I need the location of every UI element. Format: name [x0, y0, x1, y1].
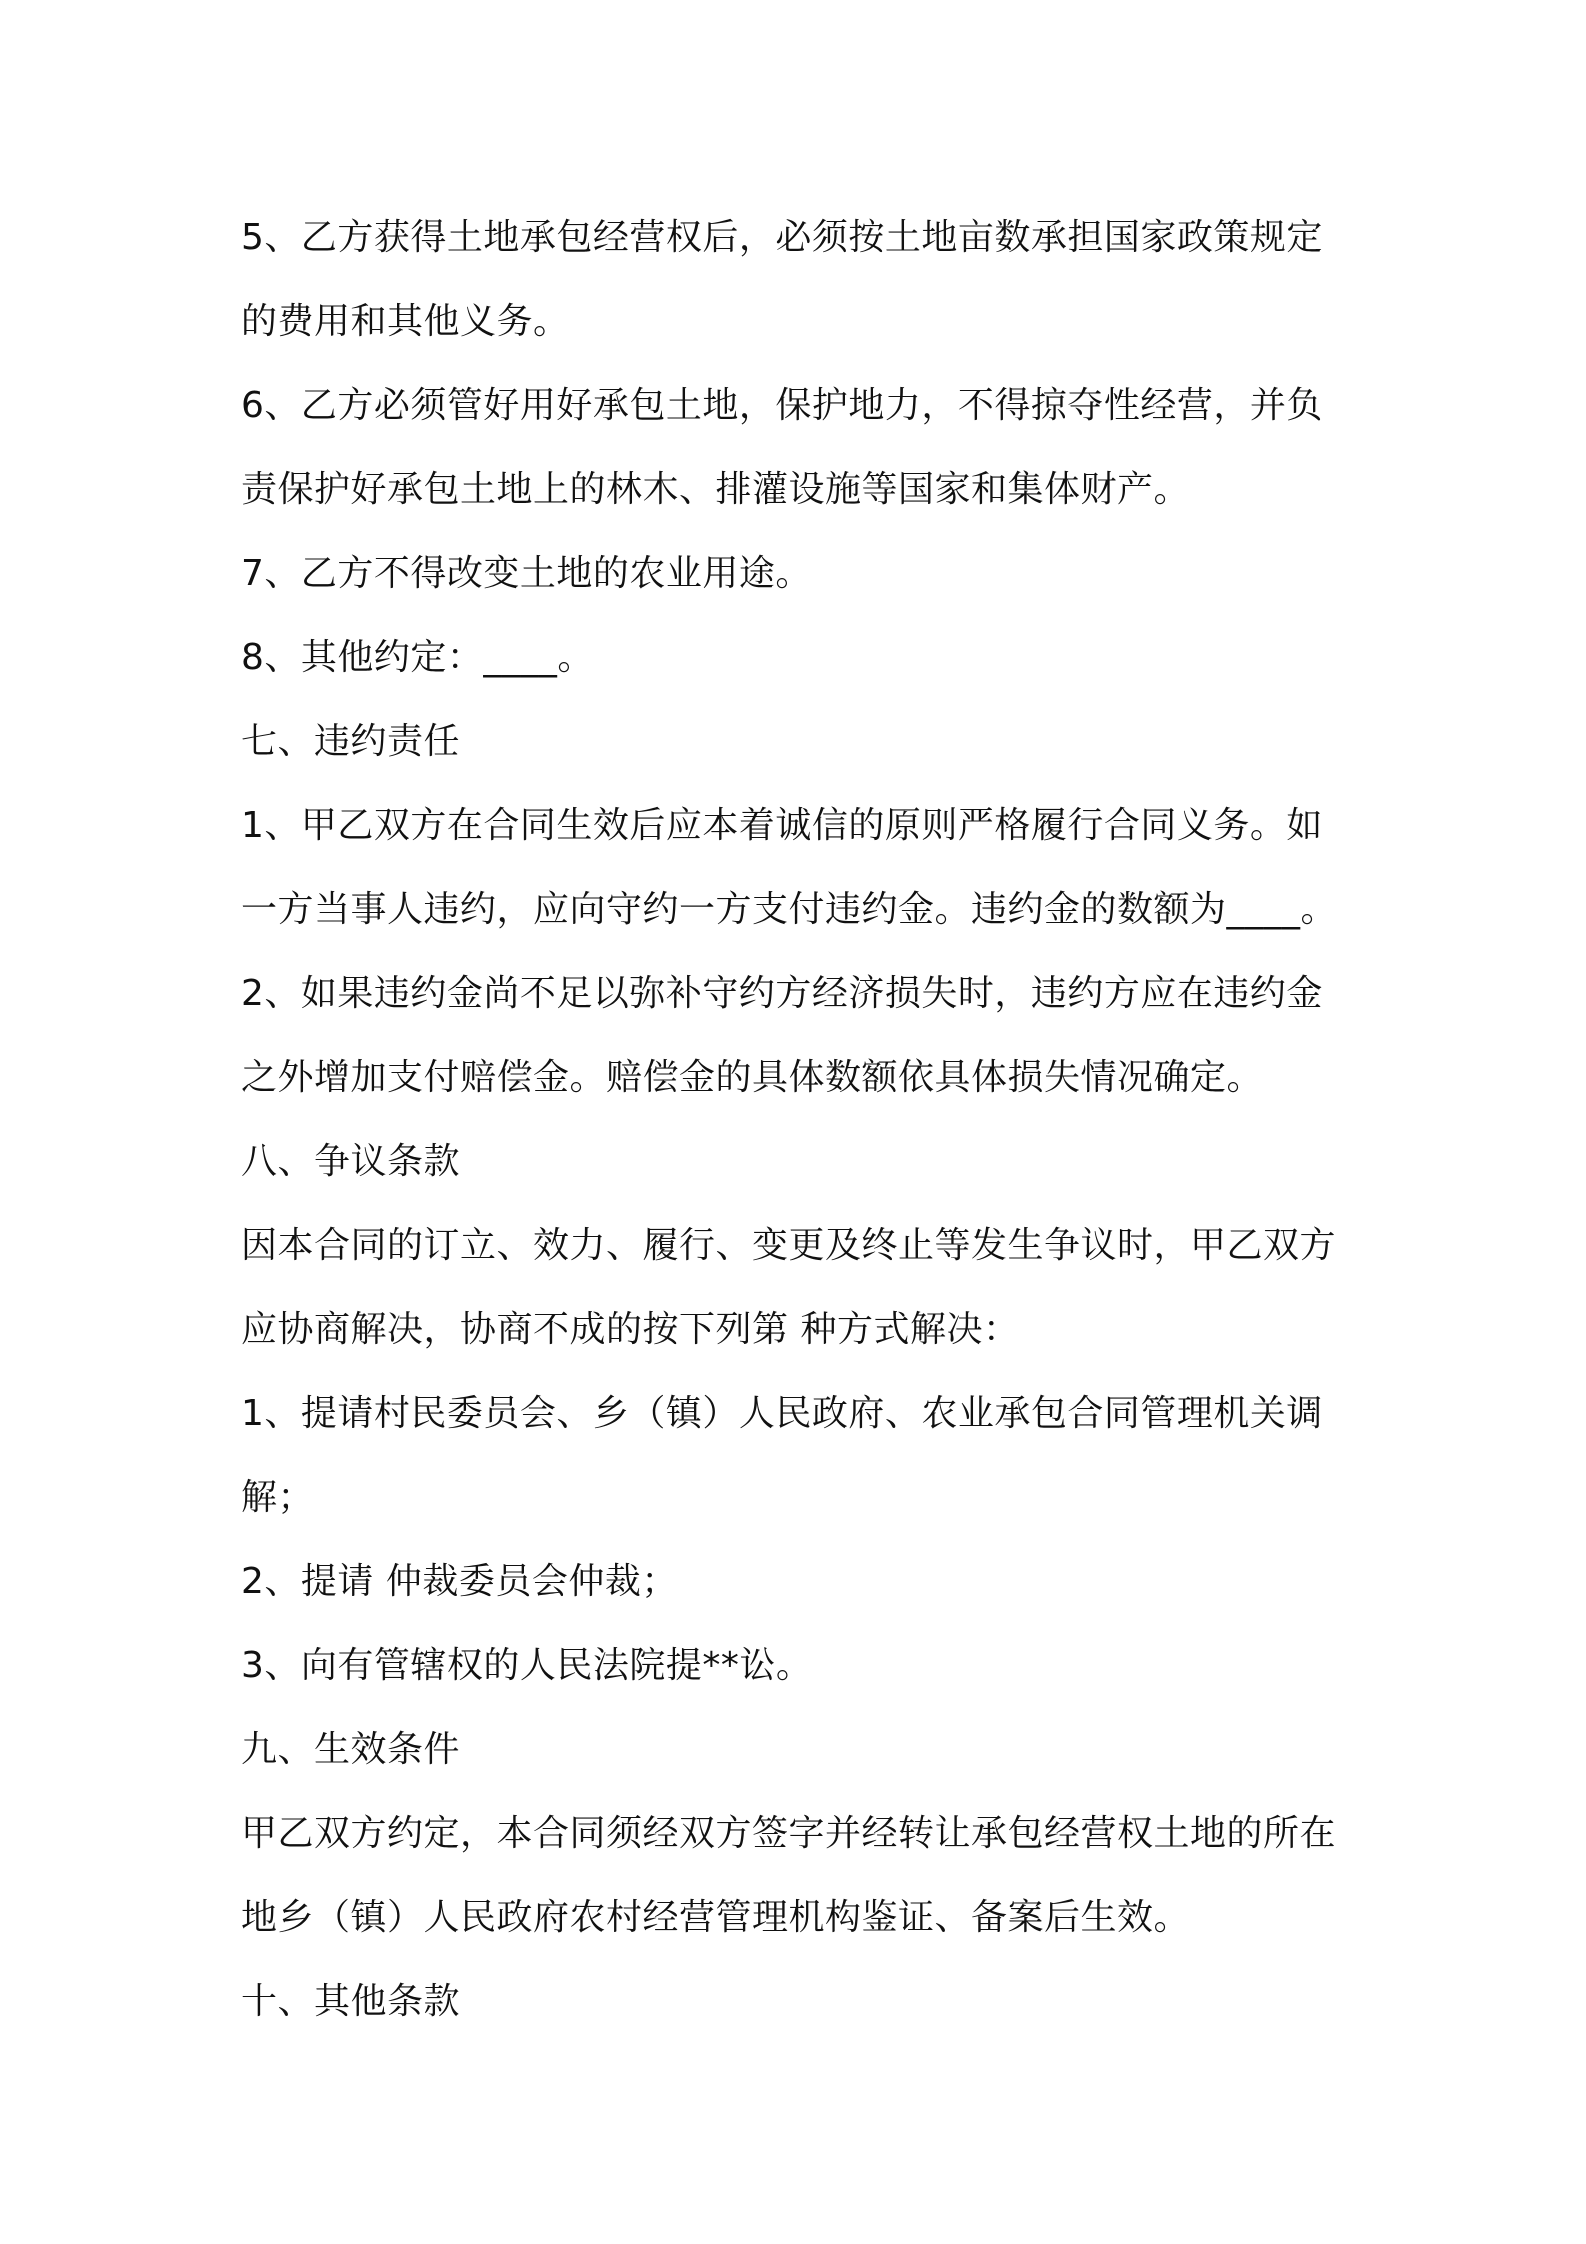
text-line: 5、乙方获得土地承包经营权后，必须按土地亩数承担国家政策规定: [241, 217, 1323, 258]
section-heading: 七、违约责任: [241, 721, 461, 762]
section-heading: 八、争议条款: [241, 1141, 461, 1182]
text-line: 责保护好承包土地上的林木、排灌设施等国家和集体财产。: [241, 469, 1191, 510]
text-line: 8、其他约定：____。: [241, 637, 594, 678]
text-line: 1、提请村民委员会、乡（镇）人民政府、农业承包合同管理机关调: [241, 1393, 1323, 1434]
text-line: 甲乙双方约定，本合同须经双方签字并经转让承包经营权土地的所在: [241, 1813, 1337, 1854]
text-line: 2、提请 仲裁委员会仲裁；: [241, 1561, 678, 1602]
text-line: 3、向有管辖权的人民法院提**讼。: [241, 1645, 813, 1686]
text-line: 因本合同的订立、效力、履行、变更及终止等发生争议时，甲乙双方: [241, 1225, 1337, 1266]
text-line: 之外增加支付赔偿金。赔偿金的具体数额依具体损失情况确定。: [241, 1057, 1264, 1098]
text-line: 7、乙方不得改变土地的农业用途。: [241, 553, 812, 594]
text-line: 2、如果违约金尚不足以弥补守约方经济损失时，违约方应在违约金: [241, 973, 1323, 1014]
document-page: [241, 196, 1361, 2044]
text-line: 解；: [241, 1477, 315, 1518]
text-line: 的费用和其他义务。: [241, 301, 570, 342]
section-heading: 十、其他条款: [241, 1981, 461, 2022]
text-line: 1、甲乙双方在合同生效后应本着诚信的原则严格履行合同义务。如: [241, 805, 1323, 846]
text-line: 6、乙方必须管好用好承包土地，保护地力，不得掠夺性经营，并负: [241, 385, 1323, 426]
text-line: 地乡（镇）人民政府农村经营管理机构鉴证、备案后生效。: [241, 1897, 1191, 1938]
section-heading: 九、生效条件: [241, 1729, 461, 1770]
text-line: 一方当事人违约，应向守约一方支付违约金。违约金的数额为____。: [241, 889, 1338, 930]
text-line: 应协商解决，协商不成的按下列第 种方式解决：: [241, 1309, 1020, 1350]
